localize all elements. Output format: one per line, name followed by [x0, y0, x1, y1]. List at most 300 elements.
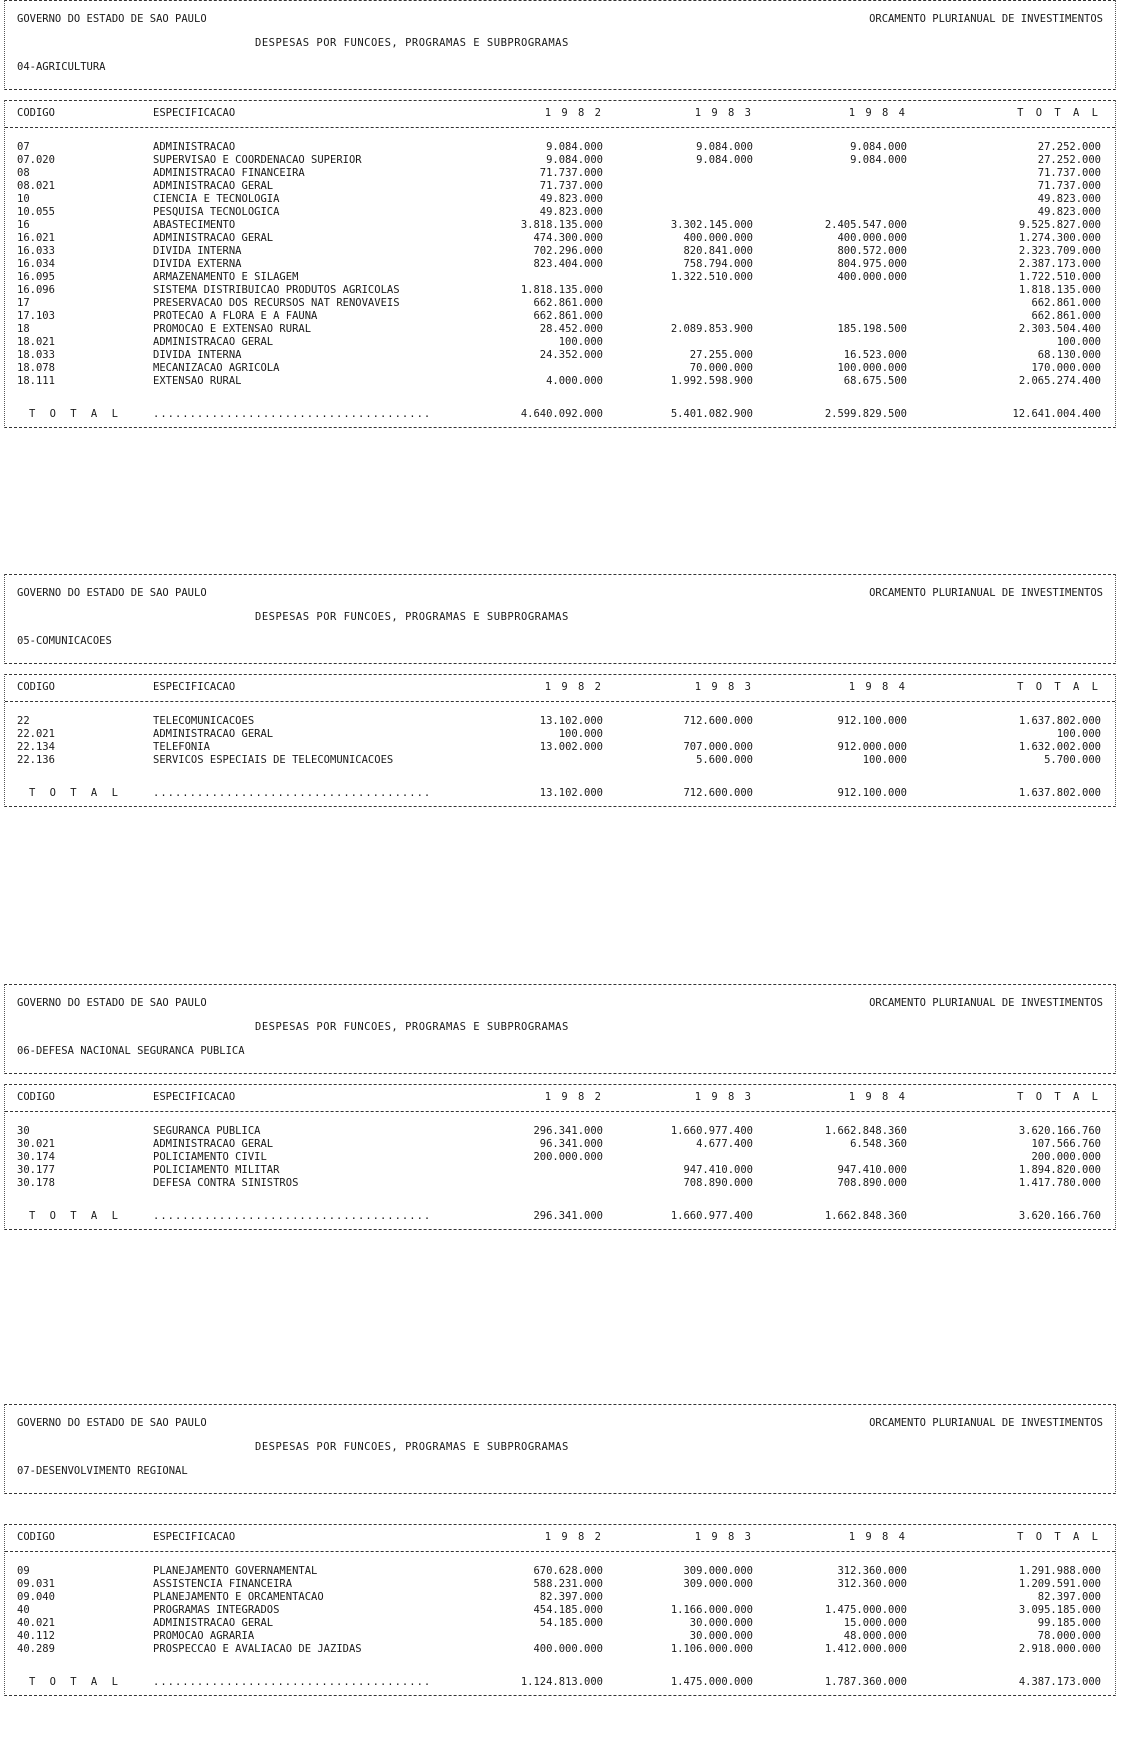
cell-y1: 100.000	[558, 728, 603, 740]
cell-y2: 2.089.853.900	[670, 323, 753, 335]
cell-y1: 1.818.135.000	[520, 284, 603, 296]
cell-spec: ARMAZENAMENTO E SILAGEM	[153, 271, 299, 283]
table-row	[5, 219, 1115, 232]
cell-spec: ADMINISTRACAO GERAL	[153, 232, 274, 244]
cell-y1: 474.300.000	[533, 232, 603, 244]
cell-code: 18.078	[17, 362, 55, 374]
column-header: T O T A L	[1017, 681, 1101, 693]
cell-y3: 48.000.000	[843, 1630, 907, 1642]
cell-code: 09.031	[17, 1578, 55, 1590]
cell-tot: 1.417.780.000	[1018, 1177, 1101, 1189]
table-row	[5, 154, 1115, 167]
cell-spec: PROMOCAO E EXTENSAO RURAL	[153, 323, 312, 335]
column-header: 1 9 8 2	[544, 1091, 603, 1103]
cell-y3: 800.572.000	[837, 245, 907, 257]
section-header	[4, 574, 1116, 664]
total-tot: 4.387.173.000	[1018, 1676, 1101, 1688]
table-row	[5, 1578, 1115, 1591]
cell-y1: 82.397.000	[539, 1591, 603, 1603]
cell-y3: 400.000.000	[837, 271, 907, 283]
cell-y2: 27.255.000	[689, 349, 753, 361]
cell-y1: 71.737.000	[539, 180, 603, 192]
cell-y2: 30.000.000	[689, 1617, 753, 1629]
table-row	[5, 362, 1115, 375]
cell-code: 18	[17, 323, 30, 335]
cell-code: 18.111	[17, 375, 55, 387]
report-title: ORCAMENTO PLURIANUAL DE INVESTIMENTOS	[869, 587, 1103, 599]
cell-code: 07	[17, 141, 30, 153]
cell-spec: PROGRAMAS INTEGRADOS	[153, 1604, 280, 1616]
cell-tot: 200.000.000	[1031, 1151, 1101, 1163]
cell-code: 08.021	[17, 180, 55, 192]
cell-spec: TELECOMUNICACOES	[153, 715, 255, 727]
total-tot: 1.637.802.000	[1018, 787, 1101, 799]
cell-code: 08	[17, 167, 30, 179]
cell-y1: 400.000.000	[533, 1643, 603, 1655]
total-y3: 1.662.848.360	[824, 1210, 907, 1222]
cell-y3: 400.000.000	[837, 232, 907, 244]
function-name: 06-DEFESA NACIONAL SEGURANCA PUBLICA	[17, 1045, 245, 1057]
cell-spec: POLICIAMENTO MILITAR	[153, 1164, 280, 1176]
cell-y3: 9.084.000	[850, 141, 907, 153]
cell-y3: 6.548.360	[850, 1138, 907, 1150]
column-header: ESPECIFICACAO	[153, 107, 236, 119]
cell-y3: 708.890.000	[837, 1177, 907, 1189]
cell-spec: PLANEJAMENTO GOVERNAMENTAL	[153, 1565, 318, 1577]
report-subtitle: DESPESAS POR FUNCOES, PROGRAMAS E SUBPROGRAMAS	[255, 611, 569, 623]
cell-tot: 3.095.185.000	[1018, 1604, 1101, 1616]
column-header: T O T A L	[1017, 107, 1101, 119]
cell-spec: DIVIDA INTERNA	[153, 349, 242, 361]
cell-tot: 49.823.000	[1037, 206, 1101, 218]
cell-code: 22.021	[17, 728, 55, 740]
cell-tot: 2.065.274.400	[1018, 375, 1101, 387]
table-row	[5, 206, 1115, 219]
cell-y2: 1.106.000.000	[670, 1643, 753, 1655]
cell-y3: 15.000.000	[843, 1617, 907, 1629]
cell-spec: PROMOCAO AGRARIA	[153, 1630, 255, 1642]
total-y1: 1.124.813.000	[520, 1676, 603, 1688]
cell-y1: 200.000.000	[533, 1151, 603, 1163]
total-label: T O T A L	[29, 1210, 122, 1222]
table-row	[5, 141, 1115, 154]
total-y2: 1.475.000.000	[670, 1676, 753, 1688]
cell-spec: ADMINISTRACAO GERAL	[153, 1138, 274, 1150]
cell-spec: SUPERVISAO E COORDENACAO SUPERIOR	[153, 154, 362, 166]
cell-tot: 107.566.760	[1031, 1138, 1101, 1150]
table-row	[5, 1177, 1115, 1190]
table-row	[5, 1630, 1115, 1643]
cell-tot: 78.000.000	[1037, 1630, 1101, 1642]
column-header: CODIGO	[17, 681, 55, 693]
cell-tot: 99.185.000	[1037, 1617, 1101, 1629]
cell-code: 22.136	[17, 754, 55, 766]
cell-spec: PESQUISA TECNOLOGICA	[153, 206, 280, 218]
cell-y1: 670.628.000	[533, 1565, 603, 1577]
government-name: GOVERNO DO ESTADO DE SAO PAULO	[17, 587, 207, 599]
cell-y2: 707.000.000	[683, 741, 753, 753]
total-label: T O T A L	[29, 787, 122, 799]
leader-dots: ......................................	[153, 787, 432, 799]
cell-spec: ADMINISTRACAO GERAL	[153, 1617, 274, 1629]
column-header: 1 9 8 2	[544, 107, 603, 119]
cell-tot: 71.737.000	[1037, 167, 1101, 179]
cell-tot: 9.525.827.000	[1018, 219, 1101, 231]
cell-code: 40	[17, 1604, 30, 1616]
cell-code: 10	[17, 193, 30, 205]
cell-y1: 454.185.000	[533, 1604, 603, 1616]
cell-code: 30.174	[17, 1151, 55, 1163]
table-row	[5, 1151, 1115, 1164]
cell-y1: 296.341.000	[533, 1125, 603, 1137]
cell-code: 18.021	[17, 336, 55, 348]
leader-dots: ......................................	[153, 408, 432, 420]
cell-code: 40.112	[17, 1630, 55, 1642]
total-y1: 4.640.092.000	[520, 408, 603, 420]
cell-tot: 27.252.000	[1037, 154, 1101, 166]
cell-code: 16	[17, 219, 30, 231]
cell-tot: 27.252.000	[1037, 141, 1101, 153]
cell-y3: 312.360.000	[837, 1565, 907, 1577]
cell-spec: DEFESA CONTRA SINISTROS	[153, 1177, 299, 1189]
total-tot: 12.641.004.400	[1012, 408, 1101, 420]
cell-y3: 1.475.000.000	[824, 1604, 907, 1616]
table-row	[5, 1565, 1115, 1578]
cell-y1: 9.084.000	[546, 154, 603, 166]
budget-section	[4, 984, 1116, 1230]
cell-y3: 100.000.000	[837, 362, 907, 374]
cell-tot: 82.397.000	[1037, 1591, 1101, 1603]
cell-y1: 3.818.135.000	[520, 219, 603, 231]
cell-spec: SEGURANCA PUBLICA	[153, 1125, 261, 1137]
cell-tot: 662.861.000	[1031, 310, 1101, 322]
cell-y3: 912.100.000	[837, 715, 907, 727]
table-row	[5, 715, 1115, 728]
table-row	[5, 1604, 1115, 1617]
cell-y2: 1.322.510.000	[670, 271, 753, 283]
cell-spec: ADMINISTRACAO GERAL	[153, 728, 274, 740]
section-header	[4, 1404, 1116, 1494]
cell-y2: 30.000.000	[689, 1630, 753, 1642]
table-row	[5, 1138, 1115, 1151]
cell-y3: 1.662.848.360	[824, 1125, 907, 1137]
table-row	[5, 310, 1115, 323]
table-row	[5, 245, 1115, 258]
cell-tot: 3.620.166.760	[1018, 1125, 1101, 1137]
cell-spec: ABASTECIMENTO	[153, 219, 236, 231]
column-header: 1 9 8 3	[694, 1091, 753, 1103]
cell-y2: 9.084.000	[696, 154, 753, 166]
table-row	[5, 180, 1115, 193]
function-name: 07-DESENVOLVIMENTO REGIONAL	[17, 1465, 188, 1477]
cell-code: 30	[17, 1125, 30, 1137]
cell-y1: 54.185.000	[539, 1617, 603, 1629]
total-y2: 1.660.977.400	[670, 1210, 753, 1222]
cell-code: 07.020	[17, 154, 55, 166]
table-row	[5, 349, 1115, 362]
cell-y3: 9.084.000	[850, 154, 907, 166]
table-header	[5, 101, 1115, 128]
cell-spec: PROTECAO A FLORA E A FAUNA	[153, 310, 318, 322]
column-header: ESPECIFICACAO	[153, 681, 236, 693]
table-row	[5, 741, 1115, 754]
cell-code: 40.021	[17, 1617, 55, 1629]
cell-code: 17.103	[17, 310, 55, 322]
report-subtitle: DESPESAS POR FUNCOES, PROGRAMAS E SUBPROGRAMAS	[255, 37, 569, 49]
cell-spec: ASSISTENCIA FINANCEIRA	[153, 1578, 293, 1590]
column-header: CODIGO	[17, 1531, 55, 1543]
table-header	[5, 1525, 1115, 1552]
cell-code: 16.034	[17, 258, 55, 270]
cell-tot: 2.323.709.000	[1018, 245, 1101, 257]
total-row	[5, 1203, 1115, 1229]
cell-code: 30.178	[17, 1177, 55, 1189]
cell-spec: ADMINISTRACAO GERAL	[153, 336, 274, 348]
cell-y3: 68.675.500	[843, 375, 907, 387]
leader-dots: ......................................	[153, 1676, 432, 1688]
government-name: GOVERNO DO ESTADO DE SAO PAULO	[17, 13, 207, 25]
report-title: ORCAMENTO PLURIANUAL DE INVESTIMENTOS	[869, 1417, 1103, 1429]
cell-tot: 68.130.000	[1037, 349, 1101, 361]
cell-y3: 1.412.000.000	[824, 1643, 907, 1655]
table-row	[5, 1164, 1115, 1177]
table-row	[5, 375, 1115, 388]
cell-y1: 662.861.000	[533, 297, 603, 309]
cell-y2: 1.166.000.000	[670, 1604, 753, 1616]
cell-y2: 70.000.000	[689, 362, 753, 374]
cell-y1: 588.231.000	[533, 1578, 603, 1590]
cell-code: 18.033	[17, 349, 55, 361]
function-name: 05-COMUNICACOES	[17, 635, 112, 647]
cell-tot: 662.861.000	[1031, 297, 1101, 309]
report-subtitle: DESPESAS POR FUNCOES, PROGRAMAS E SUBPROGRAMAS	[255, 1441, 569, 1453]
cell-tot: 1.722.510.000	[1018, 271, 1101, 283]
budget-section	[4, 1404, 1116, 1696]
cell-y2: 820.841.000	[683, 245, 753, 257]
cell-y1: 662.861.000	[533, 310, 603, 322]
total-row	[5, 1669, 1115, 1695]
cell-tot: 100.000	[1056, 336, 1101, 348]
cell-y1: 28.452.000	[539, 323, 603, 335]
cell-spec: CIENCIA E TECNOLOGIA	[153, 193, 280, 205]
table-row	[5, 284, 1115, 297]
cell-tot: 71.737.000	[1037, 180, 1101, 192]
column-header: 1 9 8 2	[544, 1531, 603, 1543]
cell-tot: 1.632.002.000	[1018, 741, 1101, 753]
cell-y3: 16.523.000	[843, 349, 907, 361]
total-y3: 2.599.829.500	[824, 408, 907, 420]
table-row	[5, 271, 1115, 284]
cell-y3: 312.360.000	[837, 1578, 907, 1590]
cell-y2: 1.992.598.900	[670, 375, 753, 387]
table-row	[5, 1643, 1115, 1656]
cell-y3: 947.410.000	[837, 1164, 907, 1176]
cell-spec: DIVIDA EXTERNA	[153, 258, 242, 270]
cell-code: 30.021	[17, 1138, 55, 1150]
column-header: 1 9 8 4	[848, 1531, 907, 1543]
cell-y1: 702.296.000	[533, 245, 603, 257]
cell-spec: MECANIZACAO AGRICOLA	[153, 362, 280, 374]
cell-spec: PRESERVACAO DOS RECURSOS NAT RENOVAVEIS	[153, 297, 400, 309]
cell-y3: 185.198.500	[837, 323, 907, 335]
cell-spec: PROSPECCAO E AVALIACAO DE JAZIDAS	[153, 1643, 362, 1655]
total-tot: 3.620.166.760	[1018, 1210, 1101, 1222]
cell-y2: 309.000.000	[683, 1565, 753, 1577]
cell-y3: 100.000	[862, 754, 907, 766]
cell-y1: 9.084.000	[546, 141, 603, 153]
table-row	[5, 1125, 1115, 1138]
cell-code: 40.289	[17, 1643, 55, 1655]
cell-y1: 4.000.000	[546, 375, 603, 387]
cell-y2: 758.794.000	[683, 258, 753, 270]
cell-y2: 9.084.000	[696, 141, 753, 153]
cell-code: 09	[17, 1565, 30, 1577]
cell-tot: 1.209.591.000	[1018, 1578, 1101, 1590]
table-row	[5, 336, 1115, 349]
cell-code: 17	[17, 297, 30, 309]
total-label: T O T A L	[29, 408, 122, 420]
column-header: 1 9 8 4	[848, 681, 907, 693]
section-header	[4, 984, 1116, 1074]
total-y2: 712.600.000	[683, 787, 753, 799]
report-subtitle: DESPESAS POR FUNCOES, PROGRAMAS E SUBPROGRAMAS	[255, 1021, 569, 1033]
cell-code: 30.177	[17, 1164, 55, 1176]
table-row	[5, 232, 1115, 245]
cell-code: 16.021	[17, 232, 55, 244]
column-header: T O T A L	[1017, 1531, 1101, 1543]
budget-table	[4, 100, 1116, 428]
cell-y3: 804.975.000	[837, 258, 907, 270]
total-y1: 296.341.000	[533, 1210, 603, 1222]
cell-code: 10.055	[17, 206, 55, 218]
cell-tot: 1.274.300.000	[1018, 232, 1101, 244]
cell-y2: 3.302.145.000	[670, 219, 753, 231]
cell-code: 22.134	[17, 741, 55, 753]
table-row	[5, 728, 1115, 741]
report-title: ORCAMENTO PLURIANUAL DE INVESTIMENTOS	[869, 997, 1103, 1009]
cell-code: 22	[17, 715, 30, 727]
cell-tot: 1.637.802.000	[1018, 715, 1101, 727]
cell-y2: 708.890.000	[683, 1177, 753, 1189]
table-row	[5, 258, 1115, 271]
table-row	[5, 1617, 1115, 1630]
cell-y1: 13.102.000	[539, 715, 603, 727]
cell-spec: TELEFONIA	[153, 741, 210, 753]
column-header: ESPECIFICACAO	[153, 1531, 236, 1543]
cell-y2: 947.410.000	[683, 1164, 753, 1176]
government-name: GOVERNO DO ESTADO DE SAO PAULO	[17, 1417, 207, 1429]
cell-y1: 823.404.000	[533, 258, 603, 270]
column-header: 1 9 8 3	[694, 1531, 753, 1543]
report-title: ORCAMENTO PLURIANUAL DE INVESTIMENTOS	[869, 13, 1103, 25]
total-label: T O T A L	[29, 1676, 122, 1688]
column-header: 1 9 8 4	[848, 107, 907, 119]
cell-y1: 49.823.000	[539, 206, 603, 218]
cell-y1: 100.000	[558, 336, 603, 348]
total-y3: 912.100.000	[837, 787, 907, 799]
cell-tot: 2.387.173.000	[1018, 258, 1101, 270]
table-row	[5, 167, 1115, 180]
table-row	[5, 323, 1115, 336]
column-header: ESPECIFICACAO	[153, 1091, 236, 1103]
column-header: 1 9 8 4	[848, 1091, 907, 1103]
total-y1: 13.102.000	[539, 787, 603, 799]
table-row	[5, 297, 1115, 310]
cell-y1: 24.352.000	[539, 349, 603, 361]
cell-tot: 2.918.000.000	[1018, 1643, 1101, 1655]
budget-section	[4, 574, 1116, 807]
budget-section	[4, 0, 1116, 428]
cell-tot: 100.000	[1056, 728, 1101, 740]
table-header	[5, 675, 1115, 702]
column-header: 1 9 8 3	[694, 681, 753, 693]
government-name: GOVERNO DO ESTADO DE SAO PAULO	[17, 997, 207, 1009]
cell-spec: ADMINISTRACAO GERAL	[153, 180, 274, 192]
cell-spec: POLICIAMENTO CIVIL	[153, 1151, 267, 1163]
total-y3: 1.787.360.000	[824, 1676, 907, 1688]
cell-code: 09.040	[17, 1591, 55, 1603]
column-header: 1 9 8 3	[694, 107, 753, 119]
cell-spec: SERVICOS ESPECIAIS DE TELECOMUNICACOES	[153, 754, 394, 766]
budget-table	[4, 1084, 1116, 1230]
table-row	[5, 1591, 1115, 1604]
cell-y3: 2.405.547.000	[824, 219, 907, 231]
column-header: T O T A L	[1017, 1091, 1101, 1103]
column-header: CODIGO	[17, 107, 55, 119]
column-header: 1 9 8 2	[544, 681, 603, 693]
leader-dots: ......................................	[153, 1210, 432, 1222]
cell-y1: 71.737.000	[539, 167, 603, 179]
column-header: CODIGO	[17, 1091, 55, 1103]
cell-code: 16.096	[17, 284, 55, 296]
cell-tot: 1.894.820.000	[1018, 1164, 1101, 1176]
total-row	[5, 780, 1115, 806]
total-y2: 5.401.082.900	[670, 408, 753, 420]
budget-table	[4, 674, 1116, 807]
cell-tot: 5.700.000	[1044, 754, 1101, 766]
cell-tot: 1.818.135.000	[1018, 284, 1101, 296]
table-row	[5, 754, 1115, 767]
cell-spec: EXTENSAO RURAL	[153, 375, 242, 387]
function-name: 04-AGRICULTURA	[17, 61, 106, 73]
cell-tot: 170.000.000	[1031, 362, 1101, 374]
cell-y1: 49.823.000	[539, 193, 603, 205]
cell-y2: 5.600.000	[696, 754, 753, 766]
cell-y1: 96.341.000	[539, 1138, 603, 1150]
budget-table	[4, 1524, 1116, 1696]
cell-y3: 912.000.000	[837, 741, 907, 753]
cell-spec: PLANEJAMENTO E ORCAMENTACAO	[153, 1591, 324, 1603]
cell-tot: 2.303.504.400	[1018, 323, 1101, 335]
section-header	[4, 0, 1116, 90]
cell-spec: ADMINISTRACAO FINANCEIRA	[153, 167, 305, 179]
cell-y2: 400.000.000	[683, 232, 753, 244]
cell-y2: 1.660.977.400	[670, 1125, 753, 1137]
cell-spec: DIVIDA INTERNA	[153, 245, 242, 257]
cell-tot: 49.823.000	[1037, 193, 1101, 205]
table-header	[5, 1085, 1115, 1112]
cell-y2: 4.677.400	[696, 1138, 753, 1150]
cell-y2: 309.000.000	[683, 1578, 753, 1590]
cell-code: 16.095	[17, 271, 55, 283]
cell-spec: SISTEMA DISTRIBUICAO PRODUTOS AGRICOLAS	[153, 284, 400, 296]
cell-y2: 712.600.000	[683, 715, 753, 727]
cell-spec: ADMINISTRACAO	[153, 141, 236, 153]
total-row	[5, 401, 1115, 427]
cell-y1: 13.002.000	[539, 741, 603, 753]
table-row	[5, 193, 1115, 206]
cell-code: 16.033	[17, 245, 55, 257]
